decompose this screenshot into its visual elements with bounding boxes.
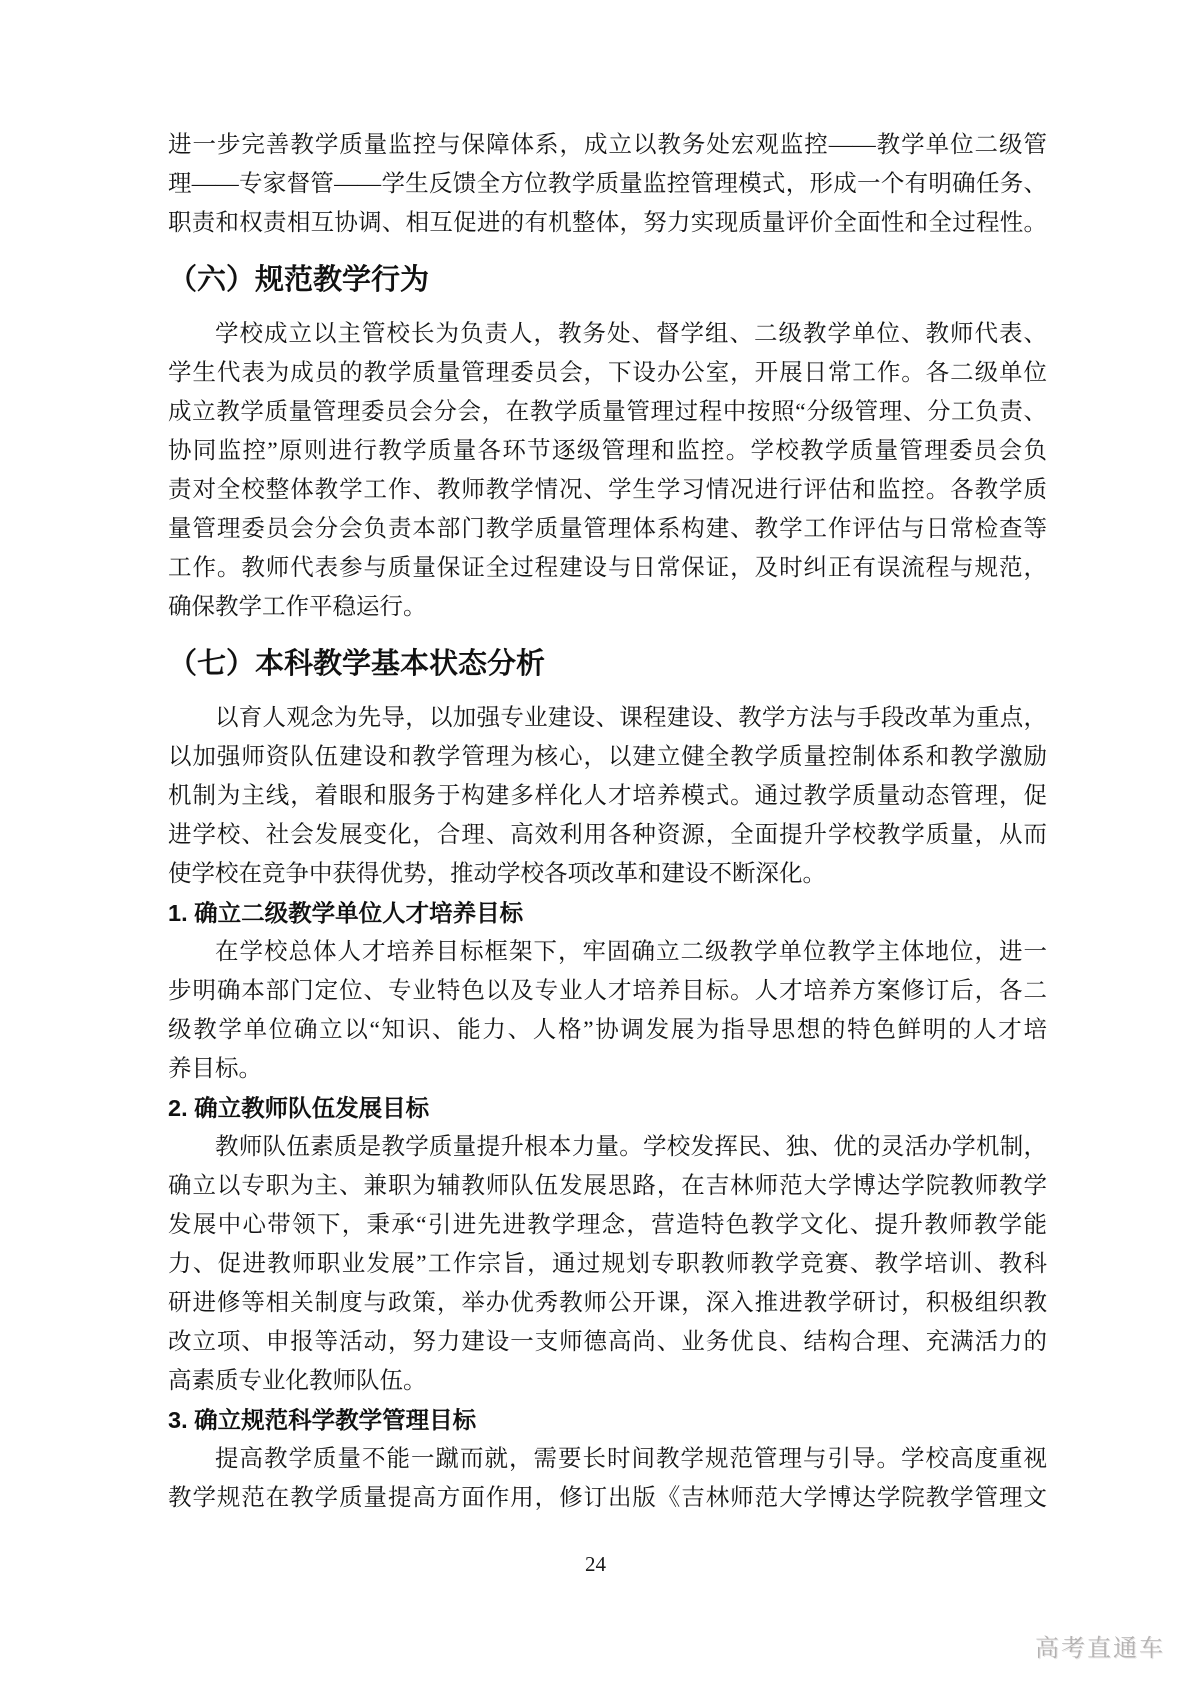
paragraph-line: 确保教学工作平稳运行。 <box>168 594 427 620</box>
paragraph-line: 级教学单位确立以“知识、能力、人格”协调发展为指导思想的特色鲜明的人才培 <box>168 1017 1047 1043</box>
watermark: 高考直通车 <box>1035 1635 1165 1662</box>
subsection-heading: 3. 确立规范科学教学管理目标 <box>168 1407 477 1433</box>
paragraph-line: 以加强师资队伍建设和教学管理为核心，以建立健全教学质量控制体系和教学激励 <box>168 744 1047 770</box>
paragraph-line: 量管理委员会分会负责本部门教学质量管理体系构建、教学工作评估与日常检查等 <box>168 516 1047 542</box>
subsection-heading: 1. 确立二级教学单位人才培养目标 <box>168 900 524 926</box>
paragraph-line: 责对全校整体教学工作、教师教学情况、学生学习情况进行评估和监控。各教学质 <box>168 477 1047 503</box>
page-body <box>168 126 1047 1518</box>
paragraph-line: 进学校、社会发展变化，合理、高效利用各种资源，全面提升学校教学质量，从而 <box>168 822 1047 848</box>
paragraph-line: 进一步完善教学质量监控与保障体系，成立以教务处宏观监控——教学单位二级管 <box>168 132 1047 158</box>
paragraph-line: 研进修等相关制度与政策，举办优秀教师公开课，深入推进教学研讨，积极组织教 <box>168 1290 1047 1316</box>
paragraph-line: 确立以专职为主、兼职为辅教师队伍发展思路，在吉林师范大学博达学院教师教学 <box>168 1173 1047 1199</box>
paragraph-line: 职责和权责相互协调、相互促进的有机整体，努力实现质量评价全面性和全过程性。 <box>168 210 1047 236</box>
paragraph-line: 力、促进教师职业发展”工作宗旨，通过规划专职教师教学竞赛、教学培训、教科 <box>168 1251 1047 1277</box>
paragraph-line: 发展中心带领下，秉承“引进先进教学理念，营造特色教学文化、提升教师教学能 <box>168 1212 1047 1238</box>
paragraph-line: 学校成立以主管校长为负责人，教务处、督学组、二级教学单位、教师代表、 <box>215 321 1047 347</box>
paragraph-line: 教学规范在教学质量提高方面作用，修订出版《吉林师范大学博达学院教学管理文 <box>168 1485 1047 1511</box>
paragraph-line: 协同监控”原则进行教学质量各环节逐级管理和监控。学校教学质量管理委员会负 <box>168 438 1047 464</box>
paragraph-line: 学生代表为成员的教学质量管理委员会，下设办公室，开展日常工作。各二级单位 <box>168 360 1047 386</box>
section-heading: （六）规范教学行为 <box>168 264 430 296</box>
paragraph-line: 改立项、申报等活动，努力建设一支师德高尚、业务优良、结构合理、充满活力的 <box>168 1329 1047 1355</box>
paragraph-line: 机制为主线，着眼和服务于构建多样化人才培养模式。通过教学质量动态管理，促 <box>168 783 1047 809</box>
paragraph-line: 养目标。 <box>168 1056 262 1082</box>
paragraph-line: 工作。教师代表参与质量保证全过程建设与日常保证，及时纠正有误流程与规范， <box>168 555 1047 581</box>
paragraph-line: 使学校在竞争中获得优势，推动学校各项改革和建设不断深化。 <box>168 861 826 887</box>
subsection-heading: 2. 确立教师队伍发展目标 <box>168 1095 430 1121</box>
paragraph-line: 以育人观念为先导，以加强专业建设、课程建设、教学方法与手段改革为重点， <box>215 705 1047 731</box>
section-heading: （七）本科教学基本状态分析 <box>168 648 546 680</box>
paragraph-line: 在学校总体人才培养目标框架下，牢固确立二级教学单位教学主体地位，进一 <box>215 939 1047 965</box>
paragraph-line: 理——专家督管——学生反馈全方位教学质量监控管理模式，形成一个有明确任务、 <box>168 171 1047 197</box>
page-number: 24 <box>585 1552 606 1576</box>
paragraph-line: 教师队伍素质是教学质量提升根本力量。学校发挥民、独、优的灵活办学机制， <box>215 1134 1047 1160</box>
paragraph-line: 成立教学质量管理委员会分会，在教学质量管理过程中按照“分级管理、分工负责、 <box>168 399 1047 425</box>
paragraph-line: 高素质专业化教师队伍。 <box>168 1368 427 1394</box>
paragraph-line: 步明确本部门定位、专业特色以及专业人才培养目标。人才培养方案修订后，各二 <box>168 978 1047 1004</box>
paragraph-line: 提高教学质量不能一蹴而就，需要长时间教学规范管理与引导。学校高度重视 <box>215 1446 1047 1472</box>
